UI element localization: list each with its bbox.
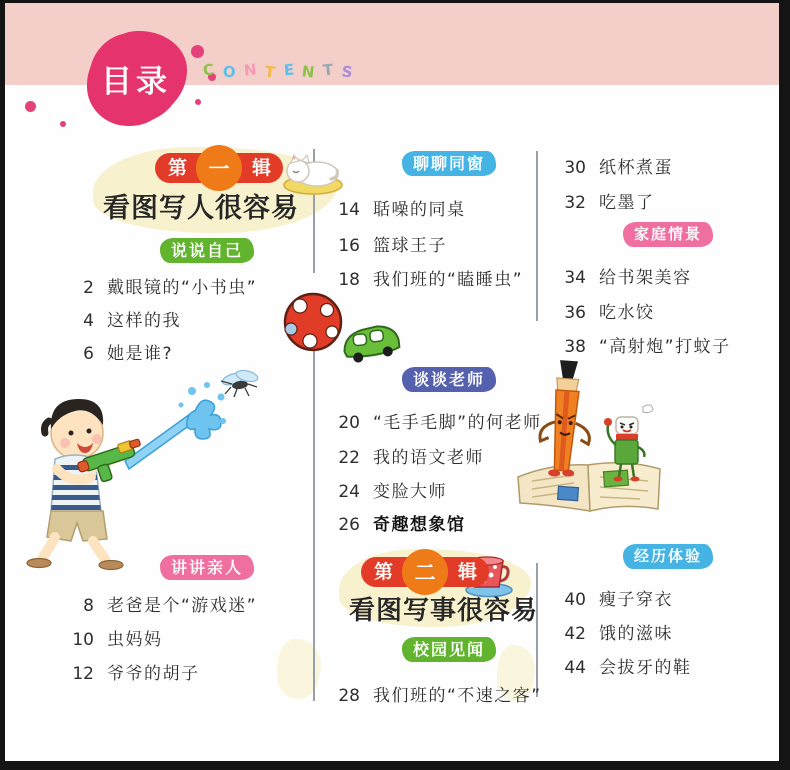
entry-page-number: 28	[338, 686, 360, 706]
entry-page-number: 6	[83, 344, 94, 364]
entry-title: 篮球王子	[373, 236, 447, 256]
part2-title: 看图写事很容易	[349, 596, 539, 626]
group-badge-classmates: 聊聊同窗	[402, 151, 496, 176]
toc-entry	[553, 263, 692, 288]
toc-entry	[553, 188, 655, 213]
entry-page-number: 2	[83, 278, 94, 298]
contents-letter: N	[242, 60, 258, 80]
column-divider	[536, 151, 538, 321]
toc-entry	[553, 332, 731, 357]
entry-title: 饿的滋味	[599, 624, 673, 644]
part2-badge-number: 二	[402, 549, 448, 595]
entry-page-number: 4	[83, 311, 94, 331]
entry-title: 老爸是个“游戏迷”	[107, 596, 258, 616]
ink-splatter-dot	[191, 45, 204, 58]
entry-title: 这样的我	[107, 311, 181, 331]
toc-entry	[327, 681, 542, 706]
entry-title: 我的语文老师	[373, 448, 484, 468]
toc-entry	[327, 265, 523, 290]
toc-entry	[61, 659, 200, 684]
group-badge-school: 校园见闻	[402, 637, 496, 662]
part1-title: 看图写人很容易	[103, 193, 299, 224]
toc-entry	[553, 298, 655, 323]
entry-page-number: 10	[72, 630, 94, 650]
pencil-and-eraser-on-book-icon	[508, 359, 676, 531]
toc-entry	[553, 153, 673, 178]
toc-entry	[61, 591, 257, 616]
column-divider	[313, 345, 315, 701]
page-title: 目录	[101, 63, 171, 100]
toc-entry	[61, 273, 257, 298]
ink-splatter-dot	[195, 99, 201, 105]
entry-page-number: 30	[564, 158, 586, 178]
column-divider	[536, 563, 538, 697]
entry-title: 爷爷的胡子	[107, 664, 200, 684]
entry-page-number: 8	[83, 596, 94, 616]
contents-letter: E	[282, 60, 295, 80]
contents-letter: T	[322, 60, 335, 80]
toc-entry	[553, 653, 692, 678]
group-badge-experience: 经历体验	[623, 544, 713, 569]
contents-label	[202, 60, 354, 82]
part2-badge-suffix: 辑	[457, 561, 477, 583]
entry-page-number: 32	[564, 193, 586, 213]
entry-page-number: 22	[338, 448, 360, 468]
entry-page-number: 34	[564, 268, 586, 288]
contents-letter: N	[301, 62, 316, 82]
contents-letter: O	[221, 62, 237, 82]
entry-page-number: 16	[338, 236, 360, 256]
entry-page-number: 36	[564, 303, 586, 323]
entry-page-number: 40	[564, 590, 586, 610]
entry-title: 戴眼镜的“小书虫”	[107, 278, 258, 298]
entry-title: “毛手毛脚”的何老师	[373, 413, 542, 433]
part1-badge	[155, 153, 283, 183]
entry-title: 我们班的“不速之客”	[373, 686, 542, 706]
toc-entry	[553, 585, 673, 610]
part2-badge-prefix: 第	[374, 561, 394, 583]
toc-entry	[327, 408, 542, 433]
entry-page-number: 20	[338, 413, 360, 433]
entry-page-number: 14	[338, 200, 360, 220]
part1-badge-number: 一	[196, 145, 242, 191]
boy-with-water-gun-icon	[25, 377, 243, 579]
toc-entry	[61, 625, 163, 650]
group-badge-self: 说说自己	[160, 238, 254, 263]
ink-splatter-dot	[25, 101, 36, 112]
toc-entry	[327, 510, 466, 535]
toc-entry	[327, 195, 466, 220]
entry-page-number: 26	[338, 515, 360, 535]
entry-page-number: 38	[564, 337, 586, 357]
entry-page-number: 12	[72, 664, 94, 684]
toc-page	[5, 3, 779, 761]
entry-title: 我们班的“瞌睡虫”	[373, 270, 524, 290]
toc-entry	[327, 231, 447, 256]
entry-page-number: 18	[338, 270, 360, 290]
entry-title: 给书架美容	[599, 268, 692, 288]
entry-title: 瘦子穿衣	[599, 590, 673, 610]
group-badge-family: 讲讲亲人	[160, 555, 254, 580]
entry-title: 她是谁?	[107, 344, 174, 364]
contents-letter: S	[340, 62, 354, 82]
ink-splatter-dot	[60, 121, 66, 127]
part1-badge-suffix: 辑	[251, 157, 271, 179]
group-badge-teachers: 谈谈老师	[402, 367, 496, 392]
entry-title: 虫妈妈	[107, 630, 163, 650]
contents-letter: T	[263, 62, 276, 82]
entry-page-number: 44	[564, 658, 586, 678]
entry-title: 会拔牙的鞋	[599, 658, 692, 678]
entry-title: 奇趣想象馆	[373, 515, 466, 535]
entry-title: 吃水饺	[599, 303, 655, 323]
entry-title: 变脸大师	[373, 482, 447, 502]
contents-letter: C	[202, 60, 215, 80]
toc-entry	[327, 443, 484, 468]
entry-page-number: 42	[564, 624, 586, 644]
toc-entry	[327, 477, 447, 502]
part1-badge-prefix: 第	[168, 157, 188, 179]
green-toy-car-icon	[336, 316, 407, 375]
toc-entry	[553, 619, 673, 644]
entry-title: 吃墨了	[599, 193, 655, 213]
toc-entry	[61, 306, 181, 331]
entry-title: 纸杯煮蛋	[599, 158, 673, 178]
group-badge-home: 家庭情景	[623, 222, 713, 247]
part2-badge	[361, 557, 489, 587]
toc-entry	[61, 339, 173, 364]
entry-title: 聒噪的同桌	[373, 200, 466, 220]
entry-page-number: 24	[338, 482, 360, 502]
entry-title: “高射炮”打蚊子	[599, 337, 731, 357]
